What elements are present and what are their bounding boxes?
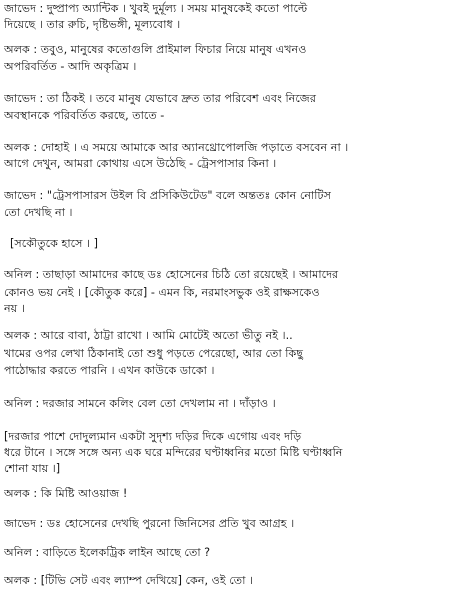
text-line: অনিল : তাছাড়া আমাদের কাছে ডঃ হোসেনের চিঠি তো রয়েছেই । আমাদের bbox=[4, 268, 339, 281]
text-line: খামের ওপর লেখা ঠিকানাই তো শুধু পড়তে পেরেছো, আর তো কিছু bbox=[4, 347, 304, 360]
stage-direction: ধরে টানে । সঙ্গে সঙ্গে অন্য এক ঘরে মন্দিরের ঘণ্টাধ্বনির মতো মিষ্টি ঘণ্টাধ্বনি bbox=[4, 446, 343, 459]
text-line: নয় । bbox=[4, 302, 25, 315]
text-line: অপরিবর্তিত - আদি অকৃত্রিম । bbox=[4, 60, 137, 73]
text-line: জাভেদ : ডঃ হোসেনের দেখছি পুরনো জিনিসের প্রতি খুব আগ্রহ । bbox=[4, 517, 295, 530]
stage-direction: [দরজার পাশে দোদুল্যমান একটা সুদৃশ্য দড়ির দিকে এগোয় এবং দড়ি bbox=[4, 430, 302, 443]
text-line: আগে দেখুন, আমরা কোথায় এসে উঠেছি - ট্রেসপাসার কিনা । bbox=[4, 157, 277, 170]
text-line: কোনও ভয় নেই । [কৌতুক করে] - এমন কি, নরমাংসভুক ওই রাক্ষসকেও bbox=[4, 286, 320, 299]
stage-direction: শোনা যায় ।] bbox=[4, 462, 61, 475]
text-line: অবস্থানকে পরিবর্তিত করছে, তাতে - bbox=[4, 109, 165, 122]
text-line: অলক : দোহাই । এ সময়ে আমাকে আর অ্যানথ্রোপোলজি পড়াতে বসবেন না । bbox=[4, 141, 349, 154]
text-line: দিয়েছে । তার রুচি, দৃষ্টিভঙ্গী, মূল্যবোধ । bbox=[4, 18, 181, 31]
text-line: জাভেদ : "ট্রেসপাসারস উইল বি প্রসিকিউটেড" বলে অন্ততঃ কোন নোটিস bbox=[4, 189, 331, 202]
text-line: অলক : তবুও, মানুষের কতোগুলি প্রাইমাল ফিচার নিয়ে মানুষ এখনও bbox=[4, 43, 307, 56]
text-line: তো দেখছি না । bbox=[4, 206, 73, 219]
text-line: জাভেদ : দুষ্প্রাপ্য অ্যান্টিক । খুবই দুর্মূল্য । সময় মানুষকেই কতো পাল্টে bbox=[4, 2, 308, 15]
text-line: পাঠোদ্ধার করতে পারনি । এখন কাউকে ডাকো । bbox=[4, 364, 215, 377]
text-line: অনিল : দরজার সামনে কলিং বেল তো দেখলাম না । দাঁড়াও । bbox=[4, 397, 276, 410]
text-line: অলক : আরে বাবা, ঠাট্টা রাখো । আমি মোটেই অতো ভীতু নই ।.. bbox=[4, 329, 293, 342]
text-line: জাভেদ : তা ঠিকই । তবে মানুষ যেভাবে দ্রুত তার পরিবেশ এবং নিজের bbox=[4, 92, 316, 105]
stage-direction: [সকৌতুকে হাসে । ] bbox=[10, 237, 99, 250]
text-line: অলক : কি মিষ্টি আওয়াজ ! bbox=[4, 487, 128, 500]
text-line: অনিল : বাড়িতে ইলেকট্রিক লাইন আছে তো ? bbox=[4, 546, 211, 559]
text-line: অলক : [টিভি সেট এবং ল্যাম্প দেখিয়ে] কেন, ওই তো । bbox=[4, 574, 253, 587]
